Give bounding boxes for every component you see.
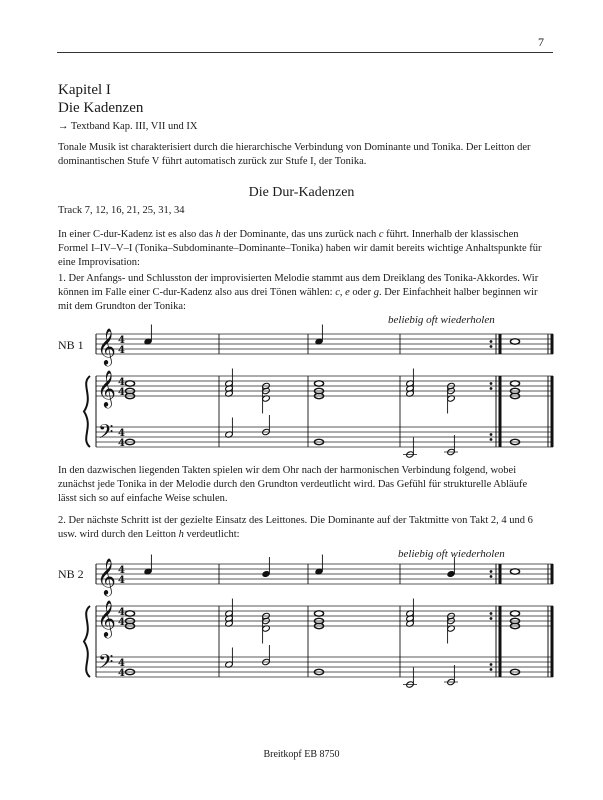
time-signature: 4 [118, 668, 125, 679]
time-signature: 4 [118, 607, 125, 618]
time-signature: 4 [118, 565, 125, 576]
time-signature: 4 [118, 335, 125, 346]
time-signature: 4 [118, 658, 125, 669]
bass-clef-icon: 𝄢 [98, 650, 114, 678]
whole-note [510, 569, 519, 574]
repeat-dot [490, 612, 493, 615]
repeat-dot [490, 575, 493, 578]
time-signature: 4 [118, 575, 125, 586]
repeat-dot [490, 668, 493, 671]
treble-clef-icon: 𝄞 [97, 369, 116, 407]
time-signature: 4 [118, 617, 125, 628]
text: verdeutlicht: [183, 529, 240, 540]
treble-clef-icon: 𝄞 [97, 327, 116, 365]
bass-clef-icon: 𝄢 [98, 420, 114, 448]
chapter-title: Die Kadenzen [58, 100, 144, 116]
whole-note [125, 611, 134, 616]
repeat-dot [490, 570, 493, 573]
track-list: Track 7, 12, 16, 21, 25, 31, 34 [58, 205, 185, 216]
grand-staff-brace [84, 606, 90, 677]
whole-note [314, 611, 323, 616]
example-label-2: NB 2 [58, 567, 84, 581]
text: In einer C-dur-Kadenz ist es also das [58, 229, 216, 240]
whole-note [510, 611, 519, 616]
text: 2. Der nächste Schritt ist der gezielte Einsatz des Leittones. Die Dominante auf der Taktmitte von Takt 2, 4 und 6 usw. wird durch den Leitton [58, 515, 533, 540]
page-number: 7 [538, 35, 544, 49]
repeat-dot [490, 617, 493, 620]
repeat-dot [490, 663, 493, 666]
text: 1. Der Anfangs- und Schlusston der improvisierten Melodie stammt aus dem Dreiklang des Tonika-Akkordes. Wir können im Falle einer C-dur-Kadenz also aus drei Tönen wählen: [58, 273, 539, 298]
repeat-instruction-1: beliebig oft wiederholen [388, 314, 495, 326]
text: der Dominante, das uns zurück nach [220, 229, 379, 240]
text: oder [349, 287, 374, 298]
chapter-label: Kapitel I [58, 82, 111, 98]
note-name: h [215, 229, 221, 240]
publisher-footer: Breitkopf EB 8750 [263, 749, 340, 760]
paragraph-middle-bars: In den dazwischen liegenden Takten spielen wir dem Ohr nach der harmonischen Verbindung folgend, wobei zunächst jede Tonika in der Melodie durch den Grundton verdeutlicht wird. Das Gefühl für strukturelle Abläufe lässt sich so auf einfache Weise schulen. [58, 465, 528, 504]
time-signature: 4 [118, 428, 125, 439]
note-name: h [178, 529, 184, 540]
note-name: c [378, 229, 384, 240]
intro-paragraph: Tonale Musik ist charakterisiert durch die hierarchische Verbindung von Dominante und Tonika. Der Leitton der dominantischen Stufe V führt automatisch zurück zur Stufe I, der Tonika. [58, 142, 531, 167]
time-signature: 4 [118, 438, 125, 449]
text: , [339, 287, 346, 298]
time-signature: 4 [118, 377, 125, 388]
text: führt. Innerhalb der klassischen Formel I–IV–V–I (Tonika–Subdominante–Dominante–Tonika) haben wir damit bereits wichtige Anhaltspunkte für eine Improvisation: [58, 229, 542, 268]
treble-clef-icon: 𝄞 [97, 557, 116, 595]
time-signature: 4 [118, 387, 125, 398]
treble-clef-icon: 𝄞 [97, 599, 116, 637]
note-name: c [335, 287, 340, 298]
note-name: e [345, 287, 350, 298]
repeat-instruction-2: beliebig oft wiederholen [398, 548, 505, 560]
text: . Der Einfachheit halber beginnen wir mit dem Grundton der Tonika: [58, 287, 538, 312]
time-signature: 4 [118, 345, 125, 356]
textbook-reference: → Textband Kap. III, VII und IX [58, 121, 198, 132]
example-label-1: NB 1 [58, 338, 84, 352]
note-name: g [373, 287, 379, 298]
section-title: Die Dur-Kadenzen [248, 185, 355, 200]
